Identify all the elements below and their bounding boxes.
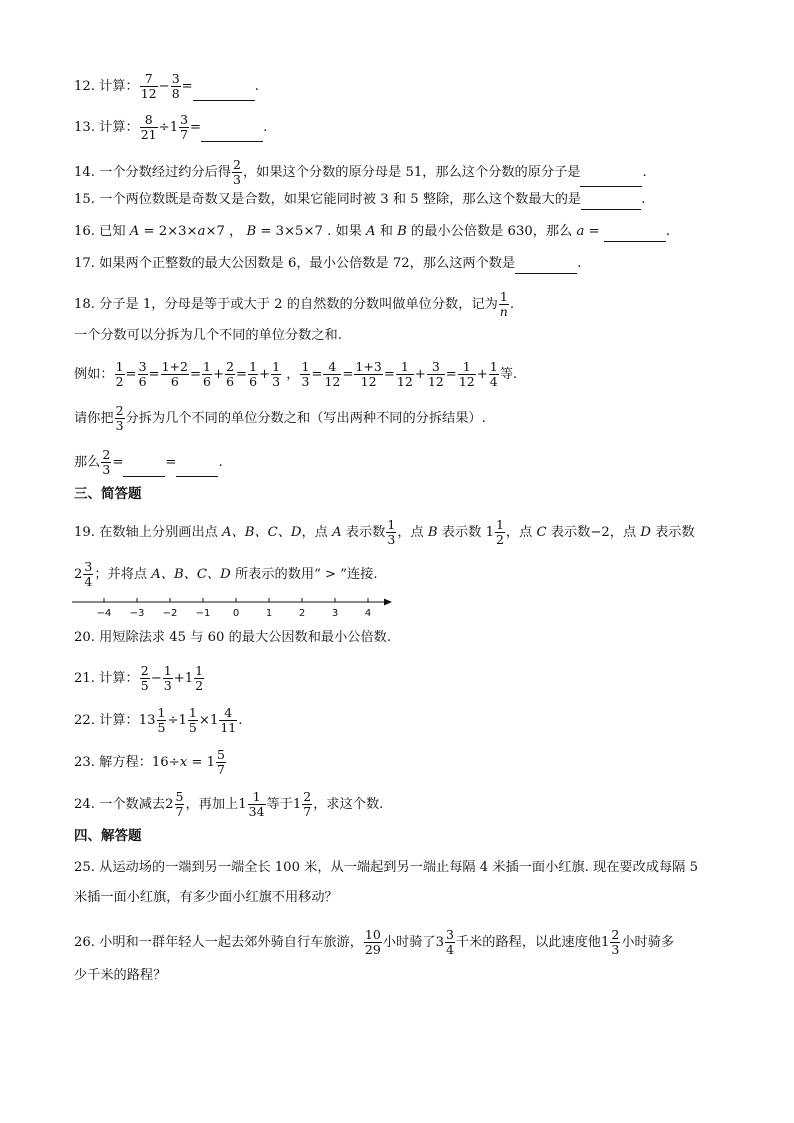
- fraction: $\frac{1}{2}$: [115, 359, 124, 389]
- question-24: 24. 一个数减去2 $\frac{5}{7}$ ，再加上1 $\frac{1}{34}$ 等于1 $\frac{2}{7}$ ，求这个数.: [74, 789, 384, 819]
- question-22: 22. 计算：13 $\frac{1}{5}$ ÷1 $\frac{1}{5}$ ×1 $\frac{4}{11}$ .: [74, 705, 243, 735]
- question-18-line-5: 那么 $\frac{2}{3}$ = = .: [74, 447, 223, 477]
- fraction: $\frac{3}{4}$: [445, 927, 454, 957]
- fraction: $\frac{8}{21}$: [140, 112, 157, 142]
- question-text: 13. 计算：: [74, 120, 139, 135]
- answer-blank[interactable]: [515, 259, 577, 274]
- fraction: $\frac{2}{6}$: [226, 359, 235, 389]
- question-18-example: 例如： $\frac{1}{2}$ = $\frac{3}{6}$ = $\frac{1+2}{6}$ = $\frac{1}{6}$ + $\frac{2}{6}$ = $\frac{1}{6}$ + $\frac{1}{3}$ ， $\frac{1}{3}$ = $\frac{4}{12}$ = $\frac{1+3}{12}$ = $\frac{1}{12}$ + $\frac{3}{12}$ = $\frac{1}{12}$ + $\frac{1}{4}$ 等.: [74, 359, 518, 389]
- question-20: 20. 用短除法求 45 与 60 的最大公因数和最小公倍数.: [74, 630, 392, 645]
- answer-blank-2[interactable]: [176, 462, 218, 477]
- fraction: $\frac{1}{3}$: [387, 517, 396, 547]
- question-26-line-1: 26. 小明和一群年轻人一起去郊外骑自行车旅游， $\frac{10}{29}$ 小时骑了3 $\frac{3}{4}$ 千米的路程，以此速度他1 $\frac{2}{3}$ 小时骑多: [74, 927, 675, 957]
- fraction: $\frac{1}{6}$: [249, 359, 258, 389]
- tick-label: 3: [331, 608, 339, 619]
- tick-label: −1: [195, 608, 211, 619]
- question-19-line-1: 19. 在数轴上分别画出点 A、B、C、D，点 A 表示数 $\frac{1}{3}$ ，点 B 表示数 1 $\frac{1}{2}$ ，点 C 表示数−2，点 D 表示数: [74, 517, 695, 547]
- fraction: $\frac{2}{3}$: [611, 927, 620, 957]
- answer-blank-1[interactable]: [123, 462, 165, 477]
- question-19-line-2: 2 $\frac{3}{4}$ ；并将点 A、B、C、D 所表示的数用“ > ”连接.: [74, 559, 378, 589]
- fraction: $\frac{3}{4}$: [84, 559, 93, 589]
- fraction: $\frac{1}{2}$: [495, 517, 504, 547]
- tick-label: −2: [162, 608, 178, 619]
- answer-blank[interactable]: [604, 227, 666, 242]
- question-25-line-1: 25. 从运动场的一端到另一端全长 100 米，从一端起到另一端止每隔 4 米插一面小红旗. 现在要改成每隔 5: [74, 860, 698, 875]
- fraction: $\frac{1}{3}$: [272, 359, 281, 389]
- fraction: $\frac{1+3}{12}$: [355, 359, 382, 389]
- question-text: 12. 计算：: [74, 79, 139, 94]
- fraction: $\frac{1}{2}$: [195, 663, 204, 693]
- fraction: $\frac{3}{8}$: [171, 71, 180, 101]
- fraction: $\frac{3}{6}$: [138, 359, 147, 389]
- fraction: $\frac{1}{12}$: [458, 359, 475, 389]
- fraction: $\frac{2}{7}$: [303, 789, 312, 819]
- fraction: $\frac{2}{3}$: [233, 157, 241, 187]
- question-18-line-4: 请你把 $\frac{2}{3}$ 分拆为几个不同的单位分数之和（写出两种不同的分拆结果）.: [74, 403, 486, 433]
- question-16: 16. 已知 A = 2×3×a×7 ， B = 3×5×7 . 如果 A 和 B 的最小公倍数是 630，那么 a = .: [74, 222, 670, 242]
- fraction: $\frac{5}{7}$: [217, 747, 225, 777]
- answer-blank[interactable]: [193, 86, 255, 101]
- question-23: 23. 解方程：16÷x = 1 $\frac{5}{7}$: [74, 747, 225, 777]
- question-text: 17. 如果两个正整数的最大公因数是 6，最小公倍数是 72，那么这两个数是: [74, 256, 516, 271]
- fraction: $\frac{1}{3}$: [301, 359, 310, 389]
- fraction: $\frac{1}{5}$: [157, 705, 166, 735]
- section-heading-3: 三、简答题: [74, 486, 142, 502]
- fraction: $\frac{1}{6}$: [203, 359, 211, 389]
- tick-label: 2: [298, 608, 306, 619]
- question-14: 14. 一个分数经过约分后得 $\frac{2}{3}$ ，如果这个分数的原分母是 51，那么这个分数的原分子是 .: [74, 157, 647, 187]
- tick-label: −3: [129, 608, 145, 619]
- fraction: $\frac{10}{29}$: [364, 927, 381, 957]
- question-text: 15. 一个两位数既是奇数又是合数，如果它能同时被 3 和 5 整除，那么这个数最大的是: [74, 192, 582, 207]
- tick-label: 4: [364, 608, 372, 619]
- fraction: $\frac{5}{7}$: [175, 789, 184, 819]
- fraction: $\frac{4}{12}$: [324, 359, 341, 389]
- answer-blank[interactable]: [581, 195, 641, 210]
- question-13: 13. 计算： $\frac{8}{21}$ ÷1 $\frac{3}{7}$ = .: [74, 112, 268, 142]
- question-18-line-1: 18. 分子是 1，分母是等于或大于 2 的自然数的分数叫做单位分数，记为 $\frac{1}{n}$ .: [74, 289, 515, 319]
- fraction: $\frac{1+2}{6}$: [161, 359, 188, 389]
- number-line-arrow-icon: [384, 599, 392, 606]
- question-15: 15. 一个两位数既是奇数又是合数，如果它能同时被 3 和 5 整除，那么这个数最大的是 .: [74, 190, 645, 210]
- question-26-line-2: 少千米的路程？: [74, 968, 167, 983]
- fraction: $\frac{2}{3}$: [115, 403, 124, 433]
- fraction: $\frac{1}{3}$: [163, 663, 172, 693]
- question-text: 14. 一个分数经过约分后得: [74, 165, 232, 180]
- question-25-line-2: 米插一面小红旗，有多少面小红旗不用移动？: [74, 890, 338, 905]
- tick-label: 1: [265, 608, 273, 619]
- question-21: 21. 计算： $\frac{2}{5}$ − $\frac{1}{3}$ +1 $\frac{1}{2}$: [74, 663, 204, 693]
- fraction: $\frac{4}{11}$: [220, 705, 237, 735]
- number-line[interactable]: [72, 596, 394, 622]
- tick-label: 0: [232, 608, 240, 619]
- question-12: 12. 计算： $\frac{7}{12}$ − $\frac{3}{8}$ = .: [74, 71, 259, 101]
- tick-label: −4: [96, 608, 112, 619]
- fraction: $\frac{2}{3}$: [102, 447, 111, 477]
- fraction: $\frac{3}{7}$: [180, 112, 189, 142]
- fraction: $\frac{7}{12}$: [140, 71, 157, 101]
- fraction: $\frac{1}{34}$: [248, 789, 265, 819]
- answer-blank[interactable]: [201, 127, 263, 142]
- fraction: $\frac{2}{5}$: [140, 663, 149, 693]
- fraction: $\frac{1}{4}$: [489, 359, 498, 389]
- question-17: 17. 如果两个正整数的最大公因数是 6，最小公倍数是 72，那么这两个数是 .: [74, 254, 581, 274]
- fraction: $\frac{1}{5}$: [188, 705, 197, 735]
- section-heading-4: 四、解答题: [74, 828, 142, 844]
- fraction: $\frac{3}{12}$: [427, 359, 444, 389]
- fraction: $\frac{1}{n}$: [499, 289, 508, 319]
- fraction: $\frac{1}{12}$: [396, 359, 413, 389]
- answer-blank[interactable]: [580, 172, 642, 187]
- question-18-line-2: 一个分数可以分拆为几个不同的单位分数之和.: [74, 328, 342, 343]
